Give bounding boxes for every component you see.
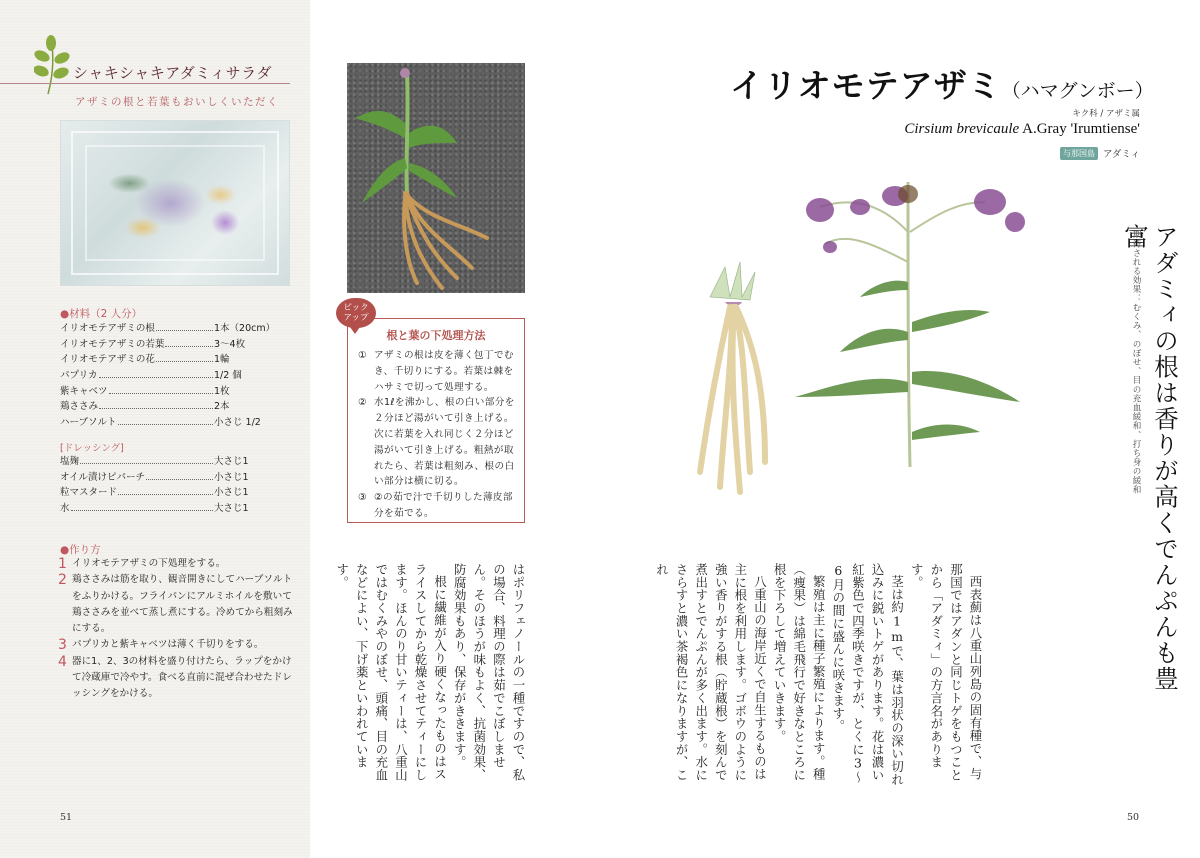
recipe-page <box>0 0 310 858</box>
leader-dots <box>99 377 213 378</box>
body-text-right <box>652 563 985 793</box>
island-badge: 与那国島 <box>1060 147 1098 160</box>
salad-photo <box>60 120 290 286</box>
pickup-title: 根と葉の下処理方法 <box>386 329 486 342</box>
body-paragraph: 茎は約1mで、葉は羽状の深い切れ込みに鋭いトゲがあります。花は濃い紅紫色で四季咲きですが、とくに3〜6月の間に盛んに咲きます。 <box>830 563 905 787</box>
pickup-step-mark: ③ <box>358 492 367 504</box>
plant-family: キク科 / アザミ属 <box>1072 109 1140 119</box>
step-text: 鶏ささみは筋を取り、観音開きにしてハーブソルトをふりかける。フライパンにアルミホイルを敷いて鶏ささみを並べて蒸し煮にする。冷めてから粗刻みにする。 <box>72 574 293 635</box>
page-number-left: 51 <box>60 812 73 823</box>
plant-title <box>730 60 1154 107</box>
root-photo <box>347 63 525 293</box>
step-number: 1 <box>58 556 67 572</box>
leader-dots <box>80 463 213 464</box>
headline: アダミィの根は香りが高くでんぷんも豊富 <box>1121 224 1180 692</box>
pickup-steps <box>358 348 518 522</box>
title-divider <box>0 83 290 84</box>
pickup-step-text: アザミの根は皮を薄く包丁でむき、千切りにする。若葉は棘をハサミで切って処理する。 <box>374 350 514 393</box>
pickup-badge-line1: ピック <box>343 303 369 313</box>
ingredient-qty: 1本（20cm） <box>214 323 276 334</box>
ingredient-name: イリオモテアザミの花 <box>60 354 155 366</box>
dressing-row <box>60 469 300 485</box>
dressing-qty: 大さじ1 <box>214 503 249 515</box>
dressing-row <box>60 484 300 500</box>
ingredient-name: イリオモテアザミの根 <box>60 323 155 334</box>
leaf-icon <box>34 34 70 96</box>
dressing-row <box>60 500 300 516</box>
root-drawing <box>700 262 765 492</box>
dressing-row <box>60 453 300 469</box>
leader-dots <box>71 510 213 511</box>
pickup-badge-line2: アップ <box>343 313 369 323</box>
leader-dots <box>146 479 213 480</box>
body-text-left <box>332 563 528 793</box>
leader-dots <box>156 361 213 362</box>
scientific-genus-species: Cirsium brevicaule <box>904 121 1020 137</box>
dialect-name: アダミィ <box>1103 149 1140 160</box>
step-text: 器に1、2、3の材料を盛り付けたら、ラップをかけて冷蔵庫で冷やす。食べる直前に混ぜ合わせたドレッシングをかける。 <box>72 655 292 700</box>
ingredient-qty: 1/2 個 <box>214 370 242 382</box>
step-number: 2 <box>58 572 67 589</box>
ingredient-row <box>60 398 300 414</box>
method-heading: ●作り方 <box>60 544 101 556</box>
ingredient-row <box>60 383 300 399</box>
plant-alt-name: （ハマグンボー） <box>1001 80 1154 102</box>
ingredient-qty: 2本 <box>214 401 230 413</box>
dialect-line <box>1060 146 1140 160</box>
pickup-step-mark: ① <box>358 350 367 361</box>
pickup-step <box>358 490 518 522</box>
root-plant-illustration <box>347 63 525 293</box>
body-paragraph: 八重山の海岸近くで自生するものは主に根を利用します。ゴボウのように強い香りがする根（貯蔵根）を刻んで煮出すとでんぷんが多く出ます。水にさらすと濃い茶褐色になりますが、これ <box>654 563 768 782</box>
pickup-step <box>358 395 518 490</box>
leader-dots <box>156 330 213 331</box>
recipe-title: シャキシャキアダミィサラダ <box>73 64 272 82</box>
ingredient-row <box>60 367 300 383</box>
body-paragraph: はポリフェノールの一種ですので、私の場合、料理の際は茹でこぼしません。そのほうが味もよく、抗菌効果、防腐効果もあり、保存がききます。 <box>452 563 526 782</box>
dressing-name: オイル漬けピパーチ <box>60 471 146 483</box>
leader-dots <box>165 346 213 347</box>
ingredient-qty: 3〜4枚 <box>214 338 246 350</box>
ingredient-qty: 1輪 <box>214 354 230 366</box>
dressing-qty: 小さじ1 <box>214 487 249 499</box>
ingredients-heading: ●材料（2 人分） <box>60 308 143 320</box>
method-step <box>58 637 298 653</box>
method-step <box>58 654 298 703</box>
method-steps <box>58 556 298 703</box>
scientific-name <box>904 121 1140 138</box>
leader-dots <box>109 393 213 394</box>
ingredient-qty: 1枚 <box>214 385 230 397</box>
dressing-heading: [ドレッシング] <box>60 443 124 454</box>
thistle-drawing <box>795 182 1025 467</box>
pickup-step-text: 水1ℓを沸かし、根の白い部分を２分ほど湯がいて引き上げる。次に若葉を入れ同じく２分ほど湯がいて引き上げる。粗熱が取れたら、若葉は粗刻み、根の白い部分は横に切る。 <box>374 397 515 488</box>
plant-name: イリオモテアザミ <box>730 66 1002 105</box>
leader-dots <box>99 408 213 409</box>
body-paragraph: 根に繊維が入り硬くなったものはスライスしてから乾燥させてティーにします。ほんのり甘いティーは、八重山ではむくみやのぼせ、頭痛、目の充血などによい、下げ薬といわれています。 <box>334 563 448 782</box>
ingredients-list <box>60 320 300 430</box>
body-paragraph: 西表薊は八重山列島の固有種で、与那国ではアダンと同じトゲをもつことから「アダミィ」の方言名があります。 <box>909 563 983 782</box>
step-text: パプリカと紫キャベツは薄く千切りをする。 <box>72 639 264 651</box>
ingredient-name: パプリカ <box>60 370 98 382</box>
dressing-qty: 小さじ1 <box>214 471 249 483</box>
body-paragraph: 繁殖は主に種子繁殖によります。種（痩果）は綿毛飛行で好きなところに根を下ろして増えていきます。 <box>772 563 827 782</box>
leader-dots <box>118 424 213 425</box>
step-number: 3 <box>58 637 67 654</box>
ingredient-row <box>60 336 300 352</box>
dressing-list <box>60 453 300 516</box>
dressing-name: 水 <box>60 503 70 515</box>
ingredient-name: ハーブソルト <box>60 417 117 429</box>
leader-dots <box>118 494 213 495</box>
ingredient-row <box>60 414 300 430</box>
pickup-badge <box>336 298 376 328</box>
recipe-subtitle: アザミの根と若葉もおいしくいただく <box>75 96 279 108</box>
scientific-author: A.Gray 'Irumtiense' <box>1019 121 1140 137</box>
ingredient-name: イリオモテアザミの若葉 <box>60 338 165 350</box>
dressing-qty: 大さじ1 <box>214 456 249 467</box>
method-step <box>58 556 298 572</box>
pickup-step <box>358 348 518 395</box>
ingredient-row <box>60 320 300 336</box>
thistle-illustration <box>670 172 1030 517</box>
dressing-name: 粒マスタード <box>60 487 118 499</box>
ingredient-qty: 小さじ 1/2 <box>214 417 261 429</box>
method-step <box>58 572 298 637</box>
pickup-step-mark: ② <box>358 397 367 409</box>
ingredient-name: 鶏ささみ <box>60 401 99 413</box>
pickup-step-text: ②の茹で汁で千切りした薄皮部分を茹でる。 <box>374 492 513 519</box>
step-text: イリオモテアザミの下処理をする。 <box>72 558 226 569</box>
expected-effects: 期待される効果：むくみ、のぼせ、目の充血緩和、打ち身の緩和 <box>1131 230 1141 494</box>
dressing-name: 塩麹 <box>60 456 80 467</box>
step-number: 4 <box>58 653 67 670</box>
ingredient-name: 紫キャベツ <box>60 385 108 397</box>
page-number-right: 50 <box>1127 812 1140 823</box>
ingredient-row <box>60 351 300 367</box>
